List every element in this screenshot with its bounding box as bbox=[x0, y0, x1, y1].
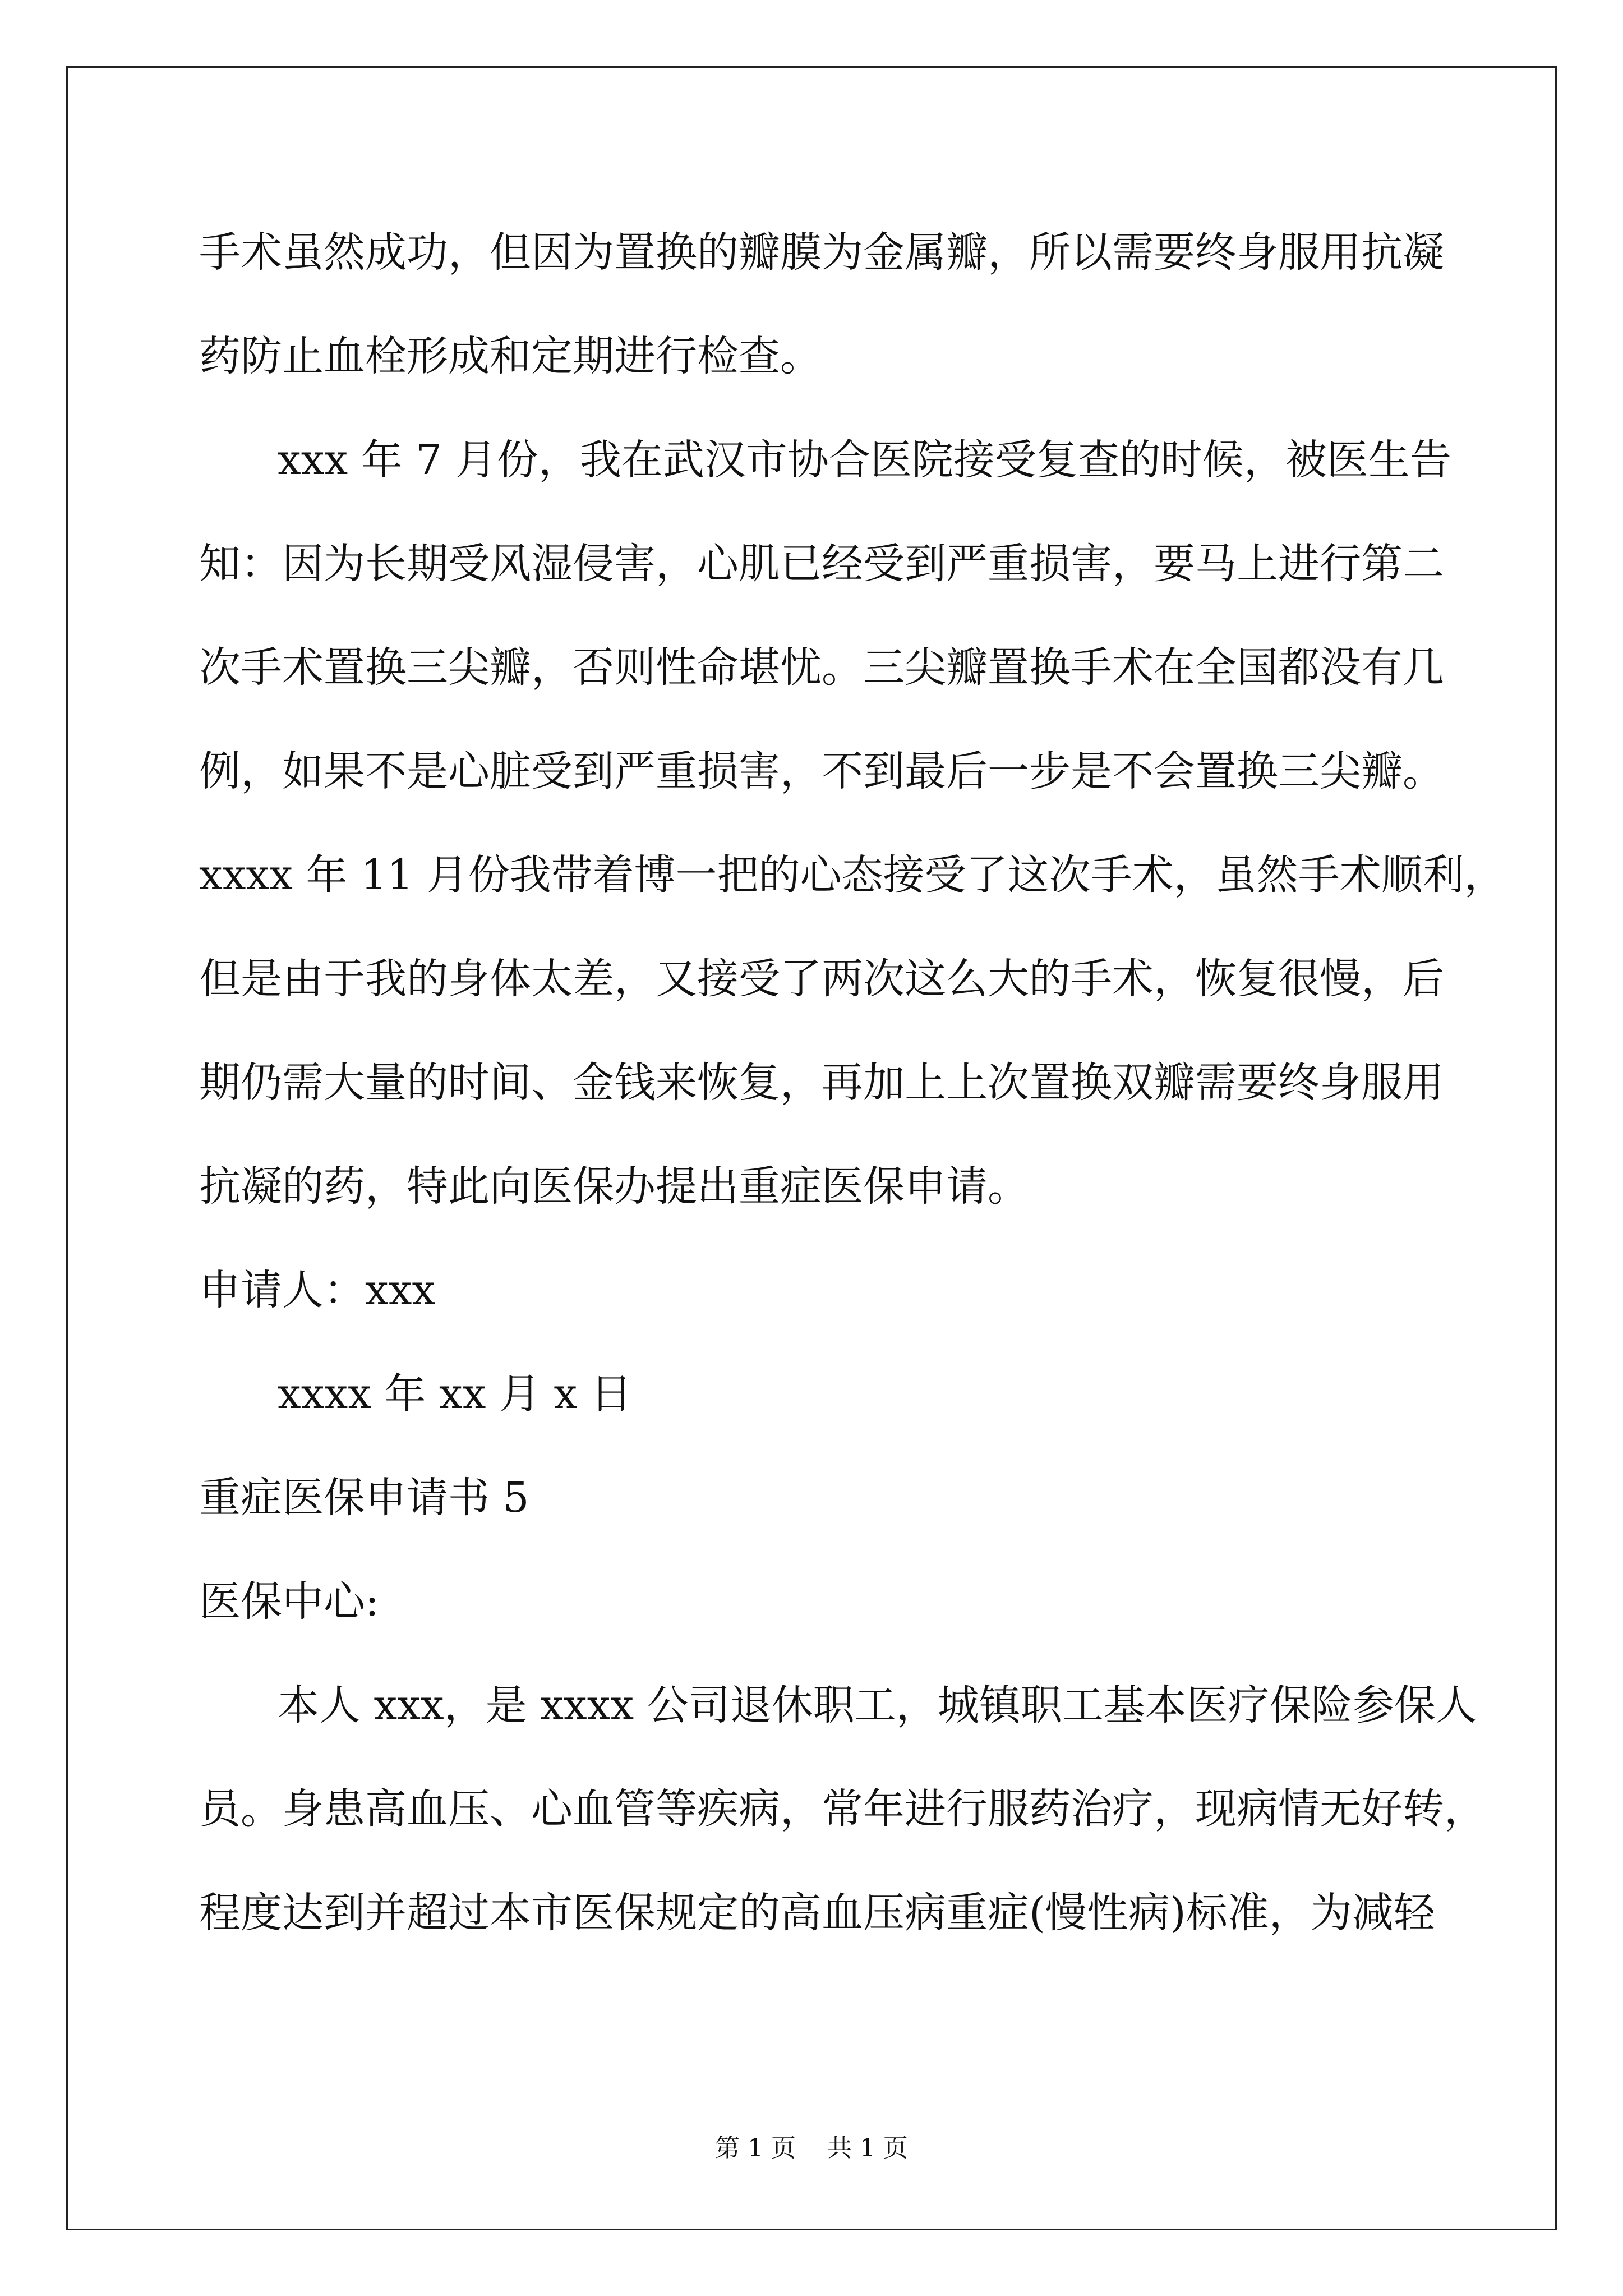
body-line-4: 知：因为长期受风湿侵害，心肌已经受到严重损害，要马上进行第二 bbox=[199, 540, 1444, 588]
salutation: 医保中心: bbox=[199, 1577, 379, 1626]
section-title: 重症医保申请书 5 bbox=[199, 1474, 529, 1522]
body-line-9: 期仍需大量的时间、金钱来恢复，再加上上次置换双瓣需要终身服用 bbox=[199, 1059, 1444, 1107]
date-line: xxxx 年 xx 月 x 日 bbox=[278, 1370, 632, 1418]
body-line-7: xxxx 年 11 月份我带着博一把的心态接受了这次手术，虽然手术顺利， bbox=[199, 851, 1506, 899]
body-line-10: 抗凝的药，特此向医保办提出重症医保申请。 bbox=[199, 1162, 1029, 1211]
applicant-line: 申请人：xxx bbox=[199, 1266, 436, 1314]
body-line-3: xxx 年 7 月份，我在武汉市协合医院接受复查的时候，被医生告 bbox=[278, 436, 1451, 484]
body-line-6: 例，如果不是心脏受到严重损害，不到最后一步是不会置换三尖瓣。 bbox=[199, 747, 1444, 795]
body-line-2: 药防止血栓形成和定期进行检查。 bbox=[199, 332, 822, 380]
page-footer: 第 1 页 共 1 页 bbox=[715, 2134, 908, 2162]
body-line-1: 手术虽然成功，但因为置换的瓣膜为金属瓣，所以需要终身服用抗凝 bbox=[199, 228, 1444, 277]
body-line-8: 但是由于我的身体太差，又接受了两次这么大的手术，恢复很慢，后 bbox=[199, 955, 1444, 1003]
body-line-5: 次手术置换三尖瓣，否则性命堪忧。三尖瓣置换手术在全国都没有几 bbox=[199, 643, 1444, 692]
body-line-12: 员。身患高血压、心血管等疾病，常年进行服药治疗，现病情无好转， bbox=[199, 1785, 1486, 1833]
body-line-11: 本人 xxx，是 xxxx 公司退休职工，城镇职工基本医疗保险参保人 bbox=[278, 1681, 1477, 1729]
body-line-13: 程度达到并超过本市医保规定的高血压病重症(慢性病)标准，为减轻 bbox=[199, 1889, 1435, 1937]
